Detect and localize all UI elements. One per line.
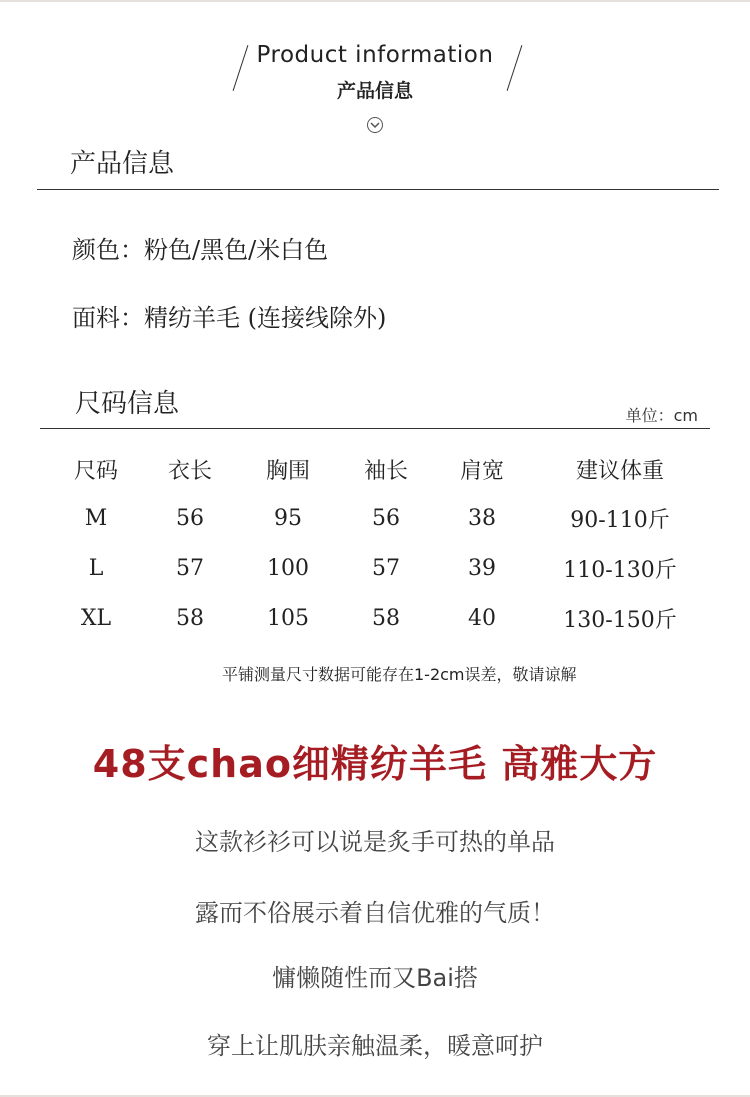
header-title-cn: 产品信息 xyxy=(336,80,413,102)
header-cell: 建议体重 xyxy=(575,458,664,484)
table-cell: 40 xyxy=(468,605,496,631)
unit-label: 单位：cm xyxy=(625,406,698,425)
header-title-en: Product information xyxy=(256,42,494,68)
description-line: 穿上让肌肤亲触温柔，暖意呵护 xyxy=(207,1032,543,1060)
table-cell: 57 xyxy=(176,555,204,581)
table-row xyxy=(50,593,710,643)
product-section-divider xyxy=(37,189,719,190)
description-line: 这款衫衫可以说是炙手可热的单品 xyxy=(195,828,555,856)
table-cell: 100 xyxy=(267,555,309,581)
description-line: 慵懒随性而又Bai搭 xyxy=(272,964,478,992)
header-cell: 袖长 xyxy=(363,458,408,484)
header-cell: 衣长 xyxy=(167,458,212,484)
table-cell: XL xyxy=(80,605,112,631)
highlight-slogan: 48支chao细精纺羊毛 高雅大方 xyxy=(92,742,658,786)
description-line: 露而不俗展示着自信优雅的气质！ xyxy=(195,899,555,927)
table-cell: 95 xyxy=(274,505,302,531)
table-cell: 38 xyxy=(468,505,496,531)
product-section-title: 产品信息 xyxy=(70,149,175,179)
measurement-note: 平铺测量尺寸数据可能存在1-2cm误差，敬请谅解 xyxy=(222,665,577,684)
chevron-down-circle-icon xyxy=(367,117,383,133)
table-cell: 130-150斤 xyxy=(563,607,677,633)
table-cell: 57 xyxy=(372,555,400,581)
table-cell: 58 xyxy=(176,605,204,631)
size-table xyxy=(50,445,710,643)
header-cell: 胸围 xyxy=(265,458,310,484)
table-cell: L xyxy=(88,555,104,581)
table-cell: 110-130斤 xyxy=(563,557,677,583)
header-cell: 肩宽 xyxy=(459,458,504,484)
table-cell: 56 xyxy=(176,505,204,531)
table-cell: M xyxy=(84,505,108,531)
top-border xyxy=(0,0,750,2)
table-cell: 56 xyxy=(372,505,400,531)
table-cell: 58 xyxy=(372,605,400,631)
table-cell: 105 xyxy=(267,605,309,631)
table-cell: 90-110斤 xyxy=(570,507,670,533)
size-section-title: 尺码信息 xyxy=(75,389,180,419)
table-row xyxy=(50,493,710,543)
table-row xyxy=(50,543,710,593)
fabric-info: 面料：精纺羊毛 (连接线除外) xyxy=(72,304,387,332)
color-info: 颜色：粉色/黑色/米白色 xyxy=(72,236,329,264)
size-section-divider xyxy=(40,428,710,429)
table-header-row xyxy=(50,445,710,493)
table-cell: 39 xyxy=(468,555,496,581)
header-cell: 尺码 xyxy=(73,458,118,484)
